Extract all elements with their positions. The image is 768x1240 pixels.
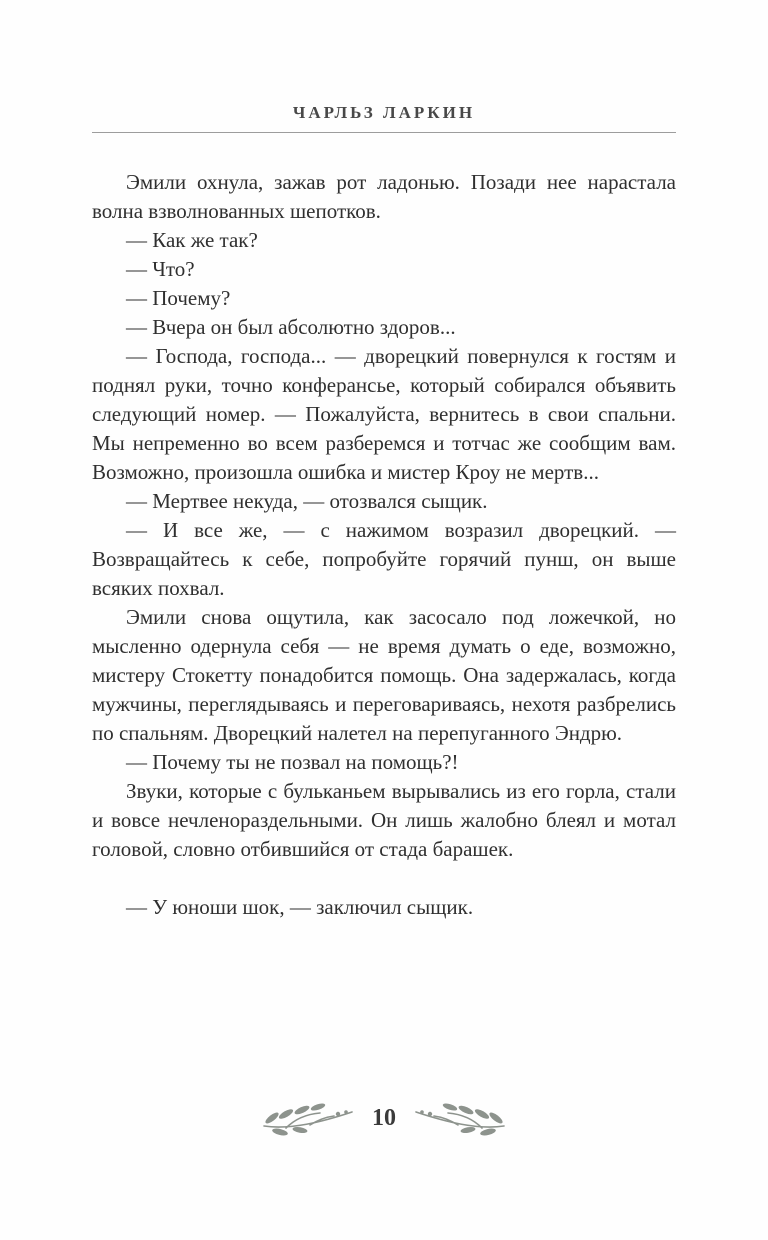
dialogue-paragraph: — Почему ты не позвал на помощь?! <box>126 750 459 774</box>
body-paragraph: Эмили снова ощутила, как засосало под ложечкой, но мысленно одернула себя — не время думать о еде, возможно, мистеру Стокетту понадобится помощь. Она задержалась, когда мужчины, переглядываясь и переговариваясь, нехотя разбрелись по спальням. Дворецкий налетел на перепуганного Эндрю. <box>92 605 676 745</box>
page-number: 10 <box>372 1105 396 1131</box>
dialogue-paragraph: — У юноши шок, — заключил сыщик. <box>126 895 474 919</box>
header-rule <box>92 132 676 133</box>
dialogue-paragraph: — Что? <box>126 257 195 281</box>
running-header <box>92 103 676 133</box>
page-footer <box>0 1100 768 1136</box>
body-paragraph: Звуки, которые с бульканьем вырывались из его горла, стали и вовсе нечленораздельными. Он лишь жалобно блеял и мотал головой, словно отбившийся от стада барашек. <box>92 779 676 861</box>
body-paragraph: Эмили охнула, зажав рот ладонью. Позади нее нарастала волна взволнованных шепотков. <box>92 170 676 223</box>
body-text <box>92 168 676 922</box>
dialogue-paragraph: — Как же так? <box>126 228 258 252</box>
dialogue-paragraph: — Господа, господа... — дворецкий повернулся к гостям и поднял руки, точно конферансье, который собирался объявить следующий номер. — Пожалуйста, вернитесь в свои спальни. Мы непременно во всем разберемся и тотчас же сообщим вам. Возможно, произошла ошибка и мистер Кроу не мертв... <box>92 344 676 484</box>
author-name: ЧАРЛЬЗ ЛАРКИН <box>292 103 476 122</box>
leaf-flourish-left-icon <box>260 1100 356 1136</box>
dialogue-paragraph: — И все же, — с нажимом возразил дворецкий. — Возвращайтесь к себе, попробуйте горячий пунш, он выше всяких похвал. <box>92 518 676 600</box>
dialogue-paragraph: — Вчера он был абсолютно здоров... <box>126 315 456 339</box>
dialogue-paragraph: — Мертвее некуда, — отозвался сыщик. <box>126 489 488 513</box>
dialogue-paragraph: — Почему? <box>126 286 231 310</box>
leaf-flourish-right-icon <box>412 1100 508 1136</box>
